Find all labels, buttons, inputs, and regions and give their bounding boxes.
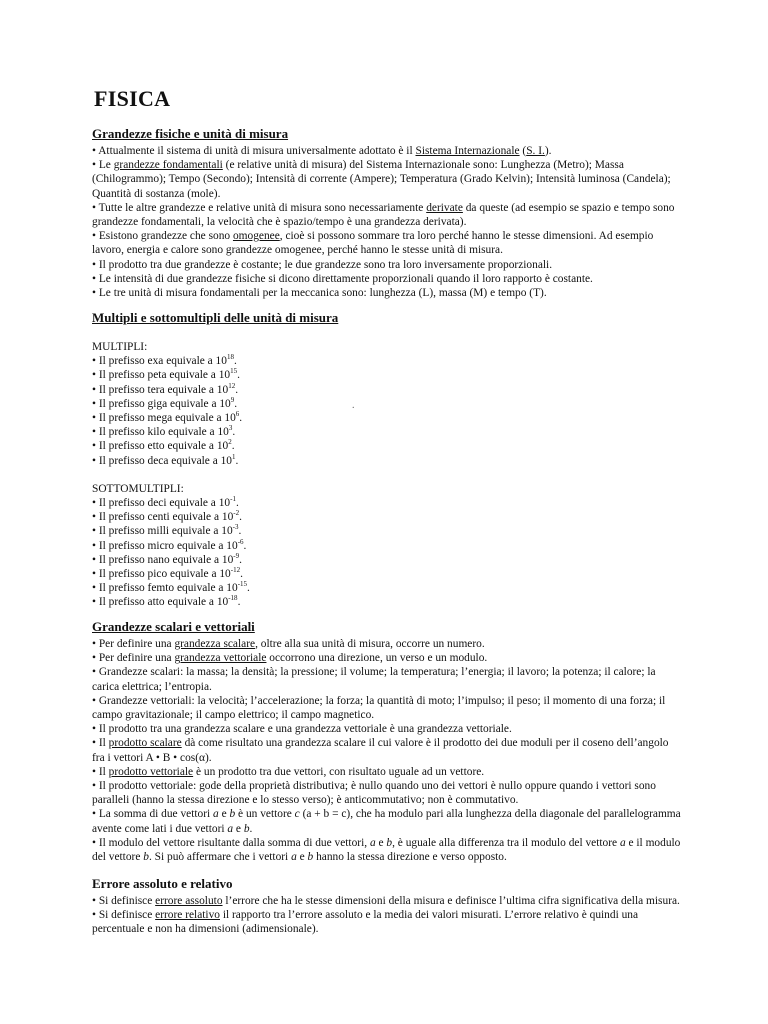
paragraph: • Tutte le altre grandezze e relative unità di misura sono necessariamente derivate da queste (ad esempio se spazio e tempo sono grandezze fondamentali, la velocità che è spazio/tempo è una grandezza derivata). bbox=[92, 201, 675, 229]
list-item: • Il prefisso deci equivale a $10^{-1}$. bbox=[92, 495, 239, 510]
paragraph: • Si definisce errore assoluto l’errore che ha le stesse dimensioni della misura e definisce l’ultima cifra significativa della misura. bbox=[92, 895, 680, 907]
list-label: MULTIPLI: bbox=[92, 341, 148, 353]
section-errore bbox=[92, 876, 682, 937]
list-item: • Il prefisso etto equivale a $10^2$. bbox=[92, 438, 235, 453]
section-heading: Multipli e sottomultipli delle unità di misura bbox=[92, 310, 339, 325]
paragraph: • Il prodotto scalare dà come risultato una grandezza scalare il cui valore è il prodotto dei due moduli per il coseno dell’angolo fra i vettori A • B • cos(α). bbox=[92, 737, 669, 764]
list-item: • Il prefisso peta equivale a $10^{15}$. bbox=[92, 367, 240, 382]
paragraph: • Grandezze scalari: la massa; la densità; la pressione; il volume; la temperatura; l’energia; il lavoro; la potenza; il calore; la carica elettrica; l’entropia. bbox=[92, 666, 656, 693]
list-item: • Il prefisso deca equivale a $10^1$. bbox=[92, 452, 239, 467]
paragraph: • Le tre unità di misura fondamentali per la meccanica sono: lunghezza (L), massa (M) e tempo (T). bbox=[92, 287, 547, 300]
list-item: • Il prefisso tera equivale a $10^{12}$. bbox=[92, 381, 239, 396]
page-title: FISICA bbox=[94, 86, 171, 111]
section-heading: Errore assoluto e relativo bbox=[92, 876, 233, 891]
paragraph: • Si definisce errore relativo il rapporto tra l’errore assoluto e la media dei valori misurati. L’errore relativo è quindi una percentuale e non ha dimensioni (adimensionale). bbox=[92, 909, 639, 936]
list-item: • Il prefisso atto equivale a $10^{-18}$. bbox=[92, 594, 241, 609]
list-item: • Il prefisso femto equivale a $10^{-15}$. bbox=[92, 580, 250, 595]
list-item: • Il prefisso centi equivale a $10^{-2}$. bbox=[92, 509, 242, 524]
section-heading: Grandezze fisiche e unità di misura bbox=[92, 126, 289, 141]
paragraph: • La somma di due vettori a e b è un vettore c (a + b = c), che ha modulo pari alla lunghezza della diagonale del parallelogramma avente come lati i due vettori a e b. bbox=[92, 808, 681, 835]
paragraph: • Attualmente il sistema di unità di misura universalmente adottato è il Sistema Internazionale (S. I.). bbox=[92, 145, 552, 157]
paragraph: • Le intensità di due grandezze fisiche si dicono direttamente proporzionali quando il loro rapporto è costante. bbox=[92, 272, 593, 285]
paragraph: • Il prodotto tra una grandezza scalare e una grandezza vettoriale è una grandezza vettoriale. bbox=[92, 723, 512, 736]
paragraph: • Il modulo del vettore risultante dalla somma di due vettori, a e b, è uguale alla differenza tra il modulo del vettore a e il modulo del vettore b. Si può affermare che i vettori a e b hanno la stessa direzione e verso opposto. bbox=[92, 836, 681, 864]
paragraph: • Il prodotto vettoriale è un prodotto tra due vettori, con risultato uguale ad un vettore. bbox=[92, 765, 485, 778]
paragraph: • Le grandezze fondamentali (e relative unità di misura) del Sistema Internazionale sono: Lunghezza (Metro); Massa (Chilogrammo); Tempo (Secondo); Intensità di corrente (Ampere); Temperatura (Grado Kelvin); Intensità luminosa (Candela); Quantità di sostanza (mole). bbox=[92, 159, 671, 200]
sottomultipli-list bbox=[92, 496, 682, 610]
list-item: • Il prefisso exa equivale a $10^{18}$. bbox=[92, 353, 237, 368]
list-item: • Il prefisso pico equivale a $10^{-12}$. bbox=[92, 566, 243, 581]
paragraph: • Per definire una grandezza vettoriale occorrono una direzione, un verso e un modulo. bbox=[92, 652, 488, 665]
paragraph: • Esistono grandezze che sono omogenee, cioè si possono sommare tra loro perché hanno le stesse dimensioni. Ad esempio lavoro, energia e calore sono grandezze omogenee, perché hanno le stesse unità di misura. bbox=[92, 230, 654, 257]
list-item: • Il prefisso mega equivale a $10^6$. bbox=[92, 410, 243, 425]
section-heading: Grandezze scalari e vettoriali bbox=[92, 619, 255, 634]
paragraph: • Grandezze vettoriali: la velocità; l’accelerazione; la forza; la quantità di moto; l’impulso; il peso; il momento di una forza; il campo gravitazionale; il campo elettrico; il campo magnetico. bbox=[92, 694, 666, 722]
list-label: SOTTOMULTIPLI: bbox=[92, 482, 184, 495]
paragraph: • Il prodotto vettoriale: gode della proprietà distributiva; è nullo quando uno dei vettori è nullo oppure quando i vettori sono paralleli (hanno la stessa direzione e lo stesso verso); è anticommutativo; non è commutativo. bbox=[92, 780, 656, 807]
section-grandezze-fisiche bbox=[92, 126, 682, 300]
list-item: • Il prefisso nano equivale a $10^{-9}$. bbox=[92, 551, 242, 566]
list-item: • Il prefisso kilo equivale a $10^3$. bbox=[92, 424, 236, 439]
section-multipli bbox=[92, 310, 682, 610]
list-item: • Il prefisso micro equivale a $10^{-6}$. bbox=[92, 537, 247, 552]
list-item: • Il prefisso milli equivale a $10^{-3}$. bbox=[92, 523, 242, 538]
multipli-list bbox=[92, 354, 682, 468]
list-item: • Il prefisso giga equivale a $10^9$. bbox=[92, 395, 238, 410]
paragraph: • Il prodotto tra due grandezze è costante; le due grandezze sono tra loro inversamente proporzionali. bbox=[92, 258, 553, 271]
section-scalari-vettoriali bbox=[92, 619, 682, 864]
paragraph: • Per definire una grandezza scalare, oltre alla sua unità di misura, occorre un numero. bbox=[92, 638, 485, 650]
stray-dot: . bbox=[352, 400, 355, 411]
